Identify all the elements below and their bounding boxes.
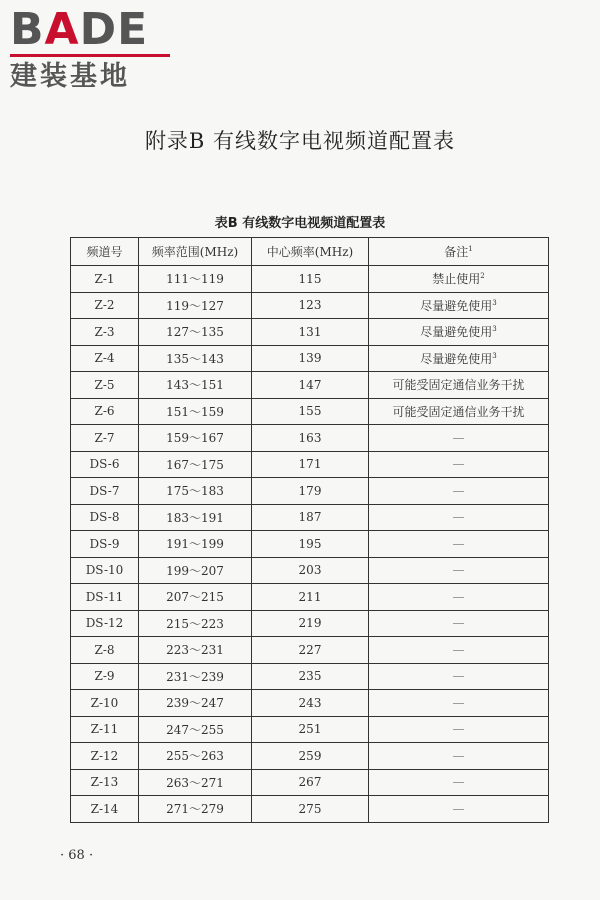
cell-center: 243 — [252, 690, 369, 717]
cell-range: 231～239 — [139, 663, 252, 690]
cell-center: 171 — [252, 451, 369, 478]
cell-range: 175～183 — [139, 478, 252, 505]
table-row — [71, 557, 549, 584]
cell-note — [369, 504, 549, 531]
table-row — [71, 319, 549, 346]
table-row — [71, 451, 549, 478]
cell-channel: Z-4 — [71, 345, 139, 372]
table-row — [71, 345, 549, 372]
table-row — [71, 716, 549, 743]
note-text: — — [452, 801, 465, 816]
header-channel: 频道号 — [71, 238, 139, 266]
cell-center: 123 — [252, 292, 369, 319]
cell-channel: Z-2 — [71, 292, 139, 319]
note-text: — — [452, 510, 465, 525]
table-row — [71, 796, 549, 823]
cell-range: 151～159 — [139, 398, 252, 425]
cell-channel: DS-10 — [71, 557, 139, 584]
cell-center: 179 — [252, 478, 369, 505]
cell-channel: Z-6 — [71, 398, 139, 425]
table-row — [71, 478, 549, 505]
cell-range: 135～143 — [139, 345, 252, 372]
table-row — [71, 743, 549, 770]
note-footnote: 3 — [492, 325, 497, 334]
table-row — [71, 690, 549, 717]
cell-channel: DS-6 — [71, 451, 139, 478]
cell-range: 127～135 — [139, 319, 252, 346]
cell-note — [369, 292, 549, 319]
note-footnote: 3 — [492, 298, 497, 307]
cell-center: 187 — [252, 504, 369, 531]
logo-letter-a: A — [44, 4, 80, 55]
cell-channel: Z-7 — [71, 425, 139, 452]
header-note-label: 备注 — [444, 245, 469, 259]
cell-range: 239～247 — [139, 690, 252, 717]
cell-note — [369, 478, 549, 505]
cell-note — [369, 345, 549, 372]
cell-note — [369, 584, 549, 611]
cell-channel: DS-8 — [71, 504, 139, 531]
note-text: — — [452, 616, 465, 631]
note-text: 尽量避免使用 — [420, 351, 493, 366]
cell-note — [369, 716, 549, 743]
table-row — [71, 663, 549, 690]
note-text: — — [452, 457, 465, 472]
logo-wordmark — [10, 4, 180, 55]
cell-channel: Z-3 — [71, 319, 139, 346]
table-row — [71, 292, 549, 319]
cell-channel: Z-1 — [71, 266, 139, 293]
note-text: — — [452, 695, 465, 710]
cell-range: 207～215 — [139, 584, 252, 611]
note-text: — — [452, 430, 465, 445]
cell-range: 119～127 — [139, 292, 252, 319]
note-text: — — [452, 563, 465, 578]
logo-subtitle: 建装基地 — [10, 61, 130, 92]
cell-center: 139 — [252, 345, 369, 372]
cell-note — [369, 531, 549, 558]
cell-channel: DS-12 — [71, 610, 139, 637]
cell-range: 247～255 — [139, 716, 252, 743]
cell-range: 159～167 — [139, 425, 252, 452]
header-note-footnote: 1 — [468, 245, 473, 253]
table-row — [71, 266, 549, 293]
cell-channel: Z-11 — [71, 716, 139, 743]
note-text: 禁止使用 — [432, 272, 481, 287]
table-header-row — [71, 238, 549, 266]
cell-note — [369, 796, 549, 823]
note-text: 可能受固定通信业务干扰 — [392, 404, 525, 419]
logo-letter-b: B — [10, 4, 45, 55]
appendix-title: 附录B 有线数字电视频道配置表 — [144, 129, 456, 153]
table-row — [71, 610, 549, 637]
cell-center: 131 — [252, 319, 369, 346]
channel-table — [70, 237, 549, 823]
cell-channel: DS-11 — [71, 584, 139, 611]
table-row — [71, 584, 549, 611]
table-row — [71, 531, 549, 558]
cell-range: 143～151 — [139, 372, 252, 399]
cell-channel: Z-12 — [71, 743, 139, 770]
cell-channel: DS-9 — [71, 531, 139, 558]
cell-channel: Z-13 — [71, 769, 139, 796]
page-number: · 68 · — [60, 848, 94, 863]
note-text: — — [452, 748, 465, 763]
cell-note — [369, 319, 549, 346]
header-range: 频率范围(MHz) — [139, 238, 252, 266]
cell-center: 147 — [252, 372, 369, 399]
cell-channel: Z-10 — [71, 690, 139, 717]
cell-center: 275 — [252, 796, 369, 823]
note-text: 可能受固定通信业务干扰 — [392, 378, 525, 393]
cell-range: 223～231 — [139, 637, 252, 664]
table-row — [71, 504, 549, 531]
cell-channel: Z-14 — [71, 796, 139, 823]
cell-center: 219 — [252, 610, 369, 637]
cell-note — [369, 743, 549, 770]
header-center: 中心频率(MHz) — [252, 238, 369, 266]
cell-note — [369, 637, 549, 664]
cell-note — [369, 451, 549, 478]
cell-center: 227 — [252, 637, 369, 664]
cell-note — [369, 372, 549, 399]
header-note — [369, 238, 549, 266]
cell-channel: Z-5 — [71, 372, 139, 399]
cell-range: 191～199 — [139, 531, 252, 558]
cell-note — [369, 557, 549, 584]
table-row — [71, 425, 549, 452]
cell-channel: DS-7 — [71, 478, 139, 505]
cell-center: 203 — [252, 557, 369, 584]
cell-range: 271～279 — [139, 796, 252, 823]
table-row — [71, 398, 549, 425]
cell-range: 215～223 — [139, 610, 252, 637]
brand-logo — [10, 4, 180, 93]
cell-range: 255～263 — [139, 743, 252, 770]
cell-center: 195 — [252, 531, 369, 558]
note-text: — — [452, 775, 465, 790]
cell-range: 111～119 — [139, 266, 252, 293]
note-text: 尽量避免使用 — [420, 298, 493, 313]
note-text: — — [452, 536, 465, 551]
cell-center: 163 — [252, 425, 369, 452]
note-text: — — [452, 642, 465, 657]
cell-range: 183～191 — [139, 504, 252, 531]
cell-range: 199～207 — [139, 557, 252, 584]
cell-center: 267 — [252, 769, 369, 796]
cell-note — [369, 425, 549, 452]
table-row — [71, 637, 549, 664]
cell-range: 167～175 — [139, 451, 252, 478]
note-footnote: 2 — [480, 272, 485, 281]
note-text: — — [452, 483, 465, 498]
cell-note — [369, 398, 549, 425]
table-row — [71, 769, 549, 796]
cell-note — [369, 690, 549, 717]
cell-center: 251 — [252, 716, 369, 743]
cell-channel: Z-9 — [71, 663, 139, 690]
note-text: — — [452, 669, 465, 684]
table-caption: 表B 有线数字电视频道配置表 — [214, 216, 386, 231]
cell-note — [369, 266, 549, 293]
table-row — [71, 372, 549, 399]
cell-range: 263～271 — [139, 769, 252, 796]
cell-center: 115 — [252, 266, 369, 293]
note-text: 尽量避免使用 — [420, 325, 493, 340]
note-text: — — [452, 589, 465, 604]
cell-note — [369, 610, 549, 637]
cell-center: 235 — [252, 663, 369, 690]
note-footnote: 3 — [492, 351, 497, 360]
cell-note — [369, 663, 549, 690]
cell-center: 259 — [252, 743, 369, 770]
logo-letters-de: DE — [79, 4, 149, 55]
cell-channel: Z-8 — [71, 637, 139, 664]
note-text: — — [452, 722, 465, 737]
cell-center: 155 — [252, 398, 369, 425]
cell-center: 211 — [252, 584, 369, 611]
cell-note — [369, 769, 549, 796]
